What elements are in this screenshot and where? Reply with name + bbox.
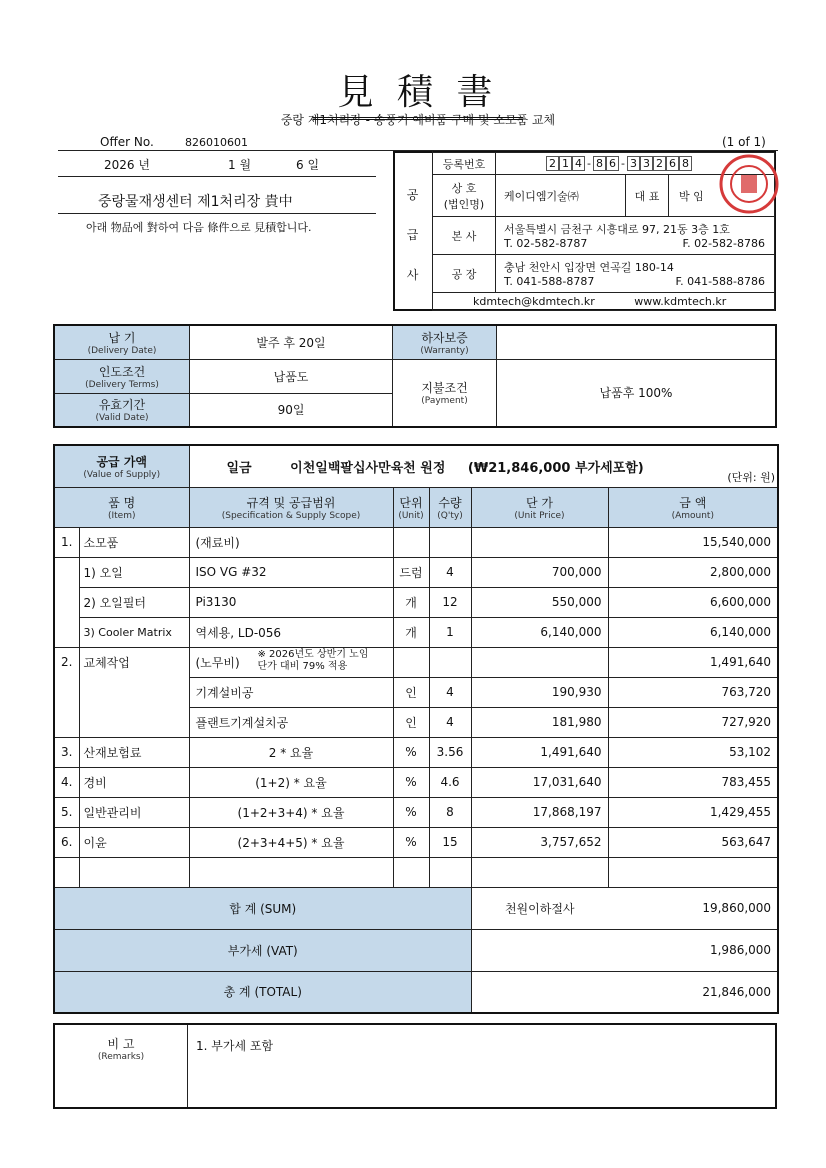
row-price: 550,000 — [471, 587, 608, 617]
row-price: 3,757,652 — [471, 827, 608, 857]
header-amount: 금 액 — [679, 495, 707, 510]
table-row — [54, 617, 778, 647]
row-no: 4. — [54, 767, 79, 797]
row-unit: % — [393, 797, 429, 827]
header-spec: 규격 및 공급범위 — [246, 495, 336, 510]
header-amount-en: (Amount) — [671, 510, 714, 521]
row-no — [54, 677, 79, 707]
row-unit — [393, 647, 429, 677]
payment-sublabel: (Payment) — [421, 396, 468, 407]
factory-tel: T. 041-588-8787 — [504, 275, 595, 288]
row-price: 700,000 — [471, 557, 608, 587]
row-price: 6,140,000 — [471, 617, 608, 647]
row-spec — [189, 857, 393, 887]
row-amount: 2,800,000 — [608, 557, 778, 587]
remarks-table — [53, 1023, 777, 1109]
row-price — [471, 527, 608, 557]
row-no: 3. — [54, 737, 79, 767]
offer-label: Offer No. — [100, 135, 154, 149]
supply-amount-text: 이천일백팔십사만육천 원정 — [290, 460, 446, 476]
hq-label: 본 사 — [433, 217, 496, 255]
row-item: 경비 — [79, 767, 189, 797]
reg-digit: 4 — [572, 156, 585, 171]
row-unit: 인 — [393, 677, 429, 707]
header-price-en: (Unit Price) — [514, 510, 565, 521]
recipient-rule — [58, 213, 376, 214]
header-unit-en: (Unit) — [398, 510, 424, 521]
row-price: 190,930 — [471, 677, 608, 707]
row-spec: Pi3130 — [189, 587, 393, 617]
row-amount: 727,920 — [608, 707, 778, 737]
ceo-label: 대 표 — [626, 175, 669, 217]
supplier-side-1: 공 — [406, 188, 419, 202]
row-item: 이윤 — [79, 827, 189, 857]
row-amount: 783,455 — [608, 767, 778, 797]
row-no: 6. — [54, 827, 79, 857]
row-item: 산재보험료 — [79, 737, 189, 767]
row-item: 2) 오일필터 — [79, 587, 189, 617]
hq-fax: F. 02-582-8786 — [682, 237, 765, 250]
row-no: 1. — [54, 527, 79, 557]
row-price: 181,980 — [471, 707, 608, 737]
row-item — [79, 707, 189, 737]
reg-digit: 2 — [653, 156, 666, 171]
company-name: 케이디엠기술㈜ — [496, 175, 626, 217]
table-row — [54, 677, 778, 707]
table-row — [54, 827, 778, 857]
ceo-name: 박 임 — [669, 175, 775, 217]
row-spec: 2 * 요율 — [189, 737, 393, 767]
total-label: 총 계 (TOTAL) — [54, 971, 471, 1013]
vat-value: 1,986,000 — [471, 929, 778, 971]
row-item: 일반관리비 — [79, 797, 189, 827]
company-sublabel: (법인명) — [443, 197, 485, 211]
intro-text: 아래 物品에 對하여 다음 條件으로 見積합니다. — [86, 221, 312, 234]
row-spec: (2+3+4+5) * 요율 — [189, 827, 393, 857]
row-item: 3) Cooler Matrix — [79, 617, 189, 647]
total-row — [54, 971, 778, 1013]
date-month: 1 월 — [228, 158, 252, 172]
row-unit: % — [393, 737, 429, 767]
sum-note: 천원이하절사 — [471, 887, 608, 929]
valid-date-sublabel: (Valid Date) — [95, 413, 149, 424]
row-qty: 8 — [429, 797, 471, 827]
row-amount: 6,140,000 — [608, 617, 778, 647]
header-price: 단 가 — [526, 495, 553, 510]
row-item: 소모품 — [79, 527, 189, 557]
row-price — [471, 857, 608, 887]
row-no — [54, 587, 79, 617]
valid-date-value: 90일 — [190, 393, 393, 427]
row-amount: 6,600,000 — [608, 587, 778, 617]
row-price: 17,031,640 — [471, 767, 608, 797]
delivery-terms-sublabel: (Delivery Terms) — [85, 379, 159, 390]
vat-label: 부가세 (VAT) — [54, 929, 471, 971]
document-title: 見 積 書 — [313, 64, 523, 120]
row-spec: (1+2) * 요율 — [189, 767, 393, 797]
row-amount: 1,429,455 — [608, 797, 778, 827]
terms-table — [53, 324, 777, 428]
remarks-label: 비 고 — [107, 1037, 135, 1051]
row-amount: 15,540,000 — [608, 527, 778, 557]
supply-amount-number: (₩21,846,000 부가세포함) — [467, 460, 644, 476]
date-day: 6 일 — [296, 158, 320, 172]
reg-digit: - — [587, 157, 591, 170]
row-item: 교체작업 — [79, 647, 189, 677]
delivery-terms-label: 인도조건 — [98, 364, 146, 379]
reg-digit: 3 — [640, 156, 653, 171]
row-amount: 1,491,640 — [608, 647, 778, 677]
seal-center — [741, 175, 757, 193]
supply-value-label: 공급 가액 — [96, 454, 148, 469]
row-unit: 드럼 — [393, 557, 429, 587]
hq-tel: T. 02-582-8787 — [504, 237, 588, 250]
row-unit — [393, 857, 429, 887]
row-spec: 기계설비공 — [189, 677, 393, 707]
warranty-value — [497, 325, 777, 359]
delivery-date-value: 발주 후 20일 — [190, 325, 393, 359]
header-spec-en: (Specification & Supply Scope) — [221, 510, 361, 521]
items-table — [53, 444, 779, 1014]
table-row — [54, 797, 778, 827]
row-amount — [608, 857, 778, 887]
supplier-side-2: 급 — [406, 228, 419, 242]
company-label: 상 호 — [451, 181, 477, 195]
total-value: 21,846,000 — [471, 971, 778, 1013]
company-label-cell — [433, 175, 496, 217]
delivery-date-label: 납 기 — [108, 330, 136, 345]
row-qty — [429, 527, 471, 557]
warranty-label: 하자보증 — [421, 330, 468, 345]
row-qty: 12 — [429, 587, 471, 617]
reg-digit: 3 — [627, 156, 640, 171]
reg-label: 등록번호 — [433, 153, 496, 175]
supply-prefix: 일금 — [226, 460, 252, 476]
row-item — [79, 857, 189, 887]
row-qty: 4 — [429, 707, 471, 737]
row-spec: (1+2+3+4) * 요율 — [189, 797, 393, 827]
row-unit: 인 — [393, 707, 429, 737]
row-unit: % — [393, 767, 429, 797]
row-no: 2. — [54, 647, 79, 677]
header-qty-en: (Q'ty) — [437, 510, 463, 521]
email: kdmtech@kdmtech.kr — [473, 295, 595, 308]
table-row — [54, 557, 778, 587]
row-no: 5. — [54, 797, 79, 827]
row-item: 1) 오일 — [79, 557, 189, 587]
table-row — [54, 587, 778, 617]
hq-address: 서울특별시 금천구 시흥대로 97, 21동 3층 1호 — [504, 223, 730, 236]
sum-label: 합 계 (SUM) — [54, 887, 471, 929]
header-item-en: (Item) — [107, 510, 136, 521]
warranty-sublabel: (Warranty) — [420, 345, 469, 356]
reg-digit: - — [620, 157, 625, 170]
payment-label: 지불조건 — [421, 381, 468, 396]
valid-date-label: 유효기간 — [98, 398, 146, 413]
website: www.kdmtech.kr — [634, 295, 727, 308]
company-seal-icon — [718, 153, 780, 215]
factory-fax: F. 041-588-8786 — [675, 275, 765, 288]
table-row — [54, 767, 778, 797]
factory-label: 공 장 — [433, 255, 496, 293]
header-unit: 단위 — [399, 495, 423, 510]
header-qty: 수량 — [438, 495, 462, 510]
date-rule — [58, 176, 376, 177]
table-row — [54, 527, 778, 557]
row-spec: (노무비) — [195, 655, 240, 670]
row-qty — [429, 647, 471, 677]
row-no — [54, 707, 79, 737]
document-subtitle: 중랑 제1처리장 - 송풍기 예비품 구매 및 소모품 교체 — [280, 113, 556, 127]
delivery-date-sublabel: (Delivery Date) — [87, 345, 157, 356]
table-row — [54, 737, 778, 767]
row-price: 1,491,640 — [471, 737, 608, 767]
factory-address: 충남 천안시 입장면 연곡길 180-14 — [504, 261, 674, 274]
row-amount: 53,102 — [608, 737, 778, 767]
page-indicator: (1 of 1) — [722, 135, 766, 149]
delivery-terms-value: 납품도 — [190, 359, 393, 393]
supplier-side-3: 사 — [406, 268, 419, 282]
remarks-text: 1. 부가세 포함 — [188, 1024, 777, 1108]
vat-row — [54, 929, 778, 971]
row-spec: ISO VG #32 — [189, 557, 393, 587]
row-no — [54, 557, 79, 587]
recipient: 중랑물재생센터 제1처리장 貴中 — [98, 194, 293, 210]
row-price — [471, 647, 608, 677]
sum-row — [54, 887, 778, 929]
reg-digit: 8 — [679, 156, 692, 171]
supply-value-sublabel: (Value of Supply) — [83, 469, 161, 480]
table-row — [54, 647, 778, 677]
row-qty: 1 — [429, 617, 471, 647]
row-qty — [429, 857, 471, 887]
reg-digit: 6 — [606, 156, 619, 171]
reg-digit: 6 — [666, 156, 679, 171]
reg-digit: 2 — [546, 156, 559, 171]
row-spec: 플랜트기계설치공 — [189, 707, 393, 737]
table-row — [54, 857, 778, 887]
row-unit — [393, 527, 429, 557]
payment-value: 납품후 100% — [497, 359, 777, 427]
row-item — [79, 677, 189, 707]
row-spec: (재료비) — [189, 527, 393, 557]
row-qty: 3.56 — [429, 737, 471, 767]
row-qty: 4 — [429, 677, 471, 707]
row-no — [54, 857, 79, 887]
sum-value: 19,860,000 — [608, 887, 778, 929]
table-row — [54, 707, 778, 737]
row-price: 17,868,197 — [471, 797, 608, 827]
row-qty: 4.6 — [429, 767, 471, 797]
header-item: 품 명 — [108, 495, 136, 510]
reg-digit: 1 — [559, 156, 572, 171]
offer-number: 826010601 — [185, 136, 248, 149]
reg-digit: 8 — [593, 156, 606, 171]
row-unit: 개 — [393, 587, 429, 617]
row-spec: 역세용, LD-056 — [189, 617, 393, 647]
row-amount: 563,647 — [608, 827, 778, 857]
row-unit: % — [393, 827, 429, 857]
row-no — [54, 617, 79, 647]
row-qty: 4 — [429, 557, 471, 587]
row-unit: 개 — [393, 617, 429, 647]
header-row — [54, 487, 778, 527]
unit-note: (단위: 원) — [727, 470, 776, 484]
row-qty: 15 — [429, 827, 471, 857]
date-year: 2026 년 — [104, 158, 150, 172]
row-amount: 763,720 — [608, 677, 778, 707]
row-note: ※ 2026년도 상반기 노임 단가 대비 79% 적용 — [257, 648, 369, 672]
remarks-sublabel: (Remarks) — [97, 1052, 145, 1062]
